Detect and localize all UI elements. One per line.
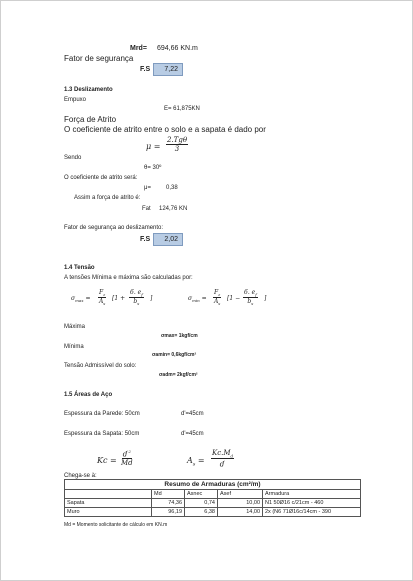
table-cell: 10,00	[218, 499, 263, 508]
sigma-min-formula: $\sigma_{min}$ = $\frac{F_z}{A_s}$ [1 − $\frac{6. e_f}{b_s}$ ]	[188, 289, 267, 307]
table-header-row	[65, 490, 361, 499]
table-cell: 6,38	[185, 508, 218, 517]
tensao-adm-label: Tensão Admissível do solo:	[64, 363, 137, 369]
theta-value: θ= 30º	[144, 165, 162, 171]
mu-label: μ=	[144, 185, 151, 191]
fat-value: 124,76 KN	[159, 206, 188, 212]
sigma-max-formula: $\sigma_{max}$ = $\frac{F_z}{A_s}$ [1 + $\frac{6. e_f}{b_s}$ ]	[71, 289, 153, 307]
section-1-5-title: 1.5 Áreas de Aço	[64, 392, 113, 398]
chega-label: Chega-se à:	[64, 473, 97, 479]
omax-value: σmax= 1kgf/cm	[161, 333, 198, 339]
fator-seguranca-label: Fator de segurança	[64, 54, 134, 63]
fat-label: Fat	[142, 206, 151, 212]
table-cell: Muro	[65, 508, 152, 517]
table-cell: 0,74	[185, 499, 218, 508]
mu-value: 0,38	[166, 185, 178, 191]
forca-atrito-label: Força de Atrito	[64, 115, 117, 124]
sendo-label: Sendo	[64, 155, 82, 161]
fs1-value-box: 7,22	[153, 63, 183, 76]
mrd-label: Mrd=	[130, 45, 147, 52]
coef-sera-label: O coeficiente de atrito será:	[64, 175, 138, 181]
fs2-value-box: 2,02	[153, 233, 183, 246]
espessura-parede-label: Espessura da Parede: 50cm	[64, 411, 140, 417]
footnote: Md = Momento solicitante de cálculo em KN.m	[64, 522, 168, 528]
minima-label: Mínima	[64, 344, 84, 350]
empuxo-label: Empuxo	[64, 97, 87, 103]
table-header: Armadura	[263, 490, 361, 499]
coef-atrito-text: O coeficiente de atrito entre o solo e a sapata é dado por	[64, 125, 266, 134]
espessura-parede-d: d'=45cm	[181, 411, 204, 417]
table-caption: Resumo de Armaduras (cm²/m)	[65, 480, 361, 490]
table-header	[65, 490, 152, 499]
espessura-sapata-label: Espessura da Sapata: 50cm	[64, 431, 140, 437]
section-1-3-title: 1.3 Deslizamento	[64, 87, 113, 93]
tensao-text: A tensões Mínima e máxima são calculadas por:	[64, 275, 193, 281]
fs2-label: F.S	[140, 236, 151, 243]
maxima-label: Máxima	[64, 324, 86, 330]
omin-value: σamin= 0,6kgf/cm²	[152, 352, 197, 358]
section-1-4-title: 1.4 Tensão	[64, 265, 95, 271]
table-cell: N1 50Ø16 c/21cm - 460	[263, 499, 361, 508]
fs1-label: F.S	[140, 66, 151, 73]
table-row	[65, 499, 361, 508]
table-row	[65, 508, 361, 517]
table-header: Asef	[218, 490, 263, 499]
espessura-sapata-d: d'=45cm	[181, 431, 204, 437]
as-formula: $A_s$ = $\frac{Kc.M_d}{d'}$	[187, 449, 234, 469]
table-cell: 74,36	[152, 499, 185, 508]
table-header: Asnec	[185, 490, 218, 499]
empuxo-value: E= 61,875KN	[164, 106, 200, 112]
document-page: Mrd= 694,66 KN.m Fator de segurança F.S 7,22 1.3 Deslizamento Empuxo E= 61,875KN Força de Atrito O coeficiente de atrito entre o solo e a sapata é dado por μ = 2.Tgθ 3 Sendo θ= 30º O coeficiente de atrito será: μ= 0,38 Assim a força de atrito é: Fat 124,76 KN Fator de segurança ao deslizamento: F.S 2,02 1.4 Tensão A tensões Mínima e máxima são calculadas por: $\sigma_{max}$ = $\frac{F_z}{A_s}$ [1 + $\frac{6. e_f}{b_s}$ ] $\sigma_{min}$ = $\frac{F_z}{A_s}$ [1 − $\frac{6. e_f}{b_s}$ ] Máxima σmax= 1kgf/cm Mínima σamin= 0,6kgf/cm² Tensão Admissível do solo: σadm= 2kgf/cm² 1.5 Áreas de Aço Espessura da Parede: 50cm d'=45cm Espessura da Sapata: 50cm d'=45cm Kc = $\frac{d^{'2}}{Md}$ $A_s$ = $\frac{Kc.M_d}{d'}$ Chega-se à: Resumo de Armaduras (cm²/m) Md Asnec Asef Armadura Sapata 74,36 0,74 10,00 N1 50Ø16 c/21cm - 460 Muro 96,19 6,38 14,00 2x (N6 71Ø16c/14cm - 390 Md = Momento solicitante de cálculo em KN.m	[0, 0, 413, 581]
kc-formula: Kc = $\frac{d^{'2}}{Md}$	[97, 449, 133, 468]
fator-deslizamento-label: Fator de segurança ao deslizamento:	[64, 225, 164, 231]
oadm-value: σadm= 2kgf/cm²	[159, 372, 198, 378]
mrd-value: 694,66 KN.m	[157, 45, 198, 52]
assim-label: Assim a força de atrito é:	[74, 195, 141, 201]
table-header: Md	[152, 490, 185, 499]
table-cell: 2x (N6 71Ø16c/14cm - 390	[263, 508, 361, 517]
table-cell: Sapata	[65, 499, 152, 508]
table-cell: 96,19	[152, 508, 185, 517]
armaduras-table	[64, 479, 361, 517]
table-cell: 14,00	[218, 508, 263, 517]
